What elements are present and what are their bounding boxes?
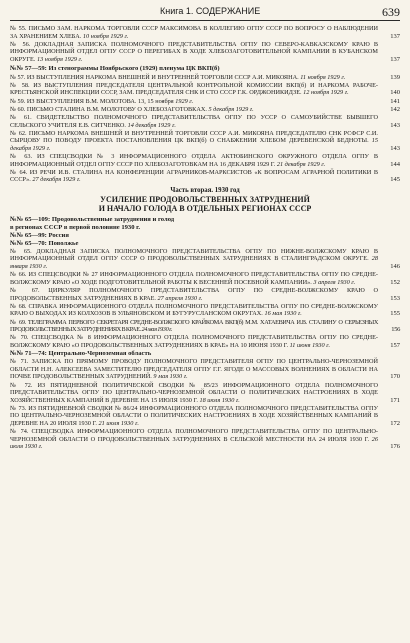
part-title-line-2: И НАЧАЛО ГОЛОДА В ОТДЕЛЬНЫХ РЕГИОНАХ СССР <box>98 204 312 214</box>
toc-entry-date: 15 декабря 1929 г. <box>10 137 378 152</box>
toc-entry-page-number: 137 <box>390 32 400 40</box>
toc-entry <box>10 130 400 153</box>
toc-block-3 <box>10 248 400 350</box>
part-title <box>10 195 400 214</box>
toc-entry-title: № 55. ПИСЬМО ЗАМ. НАРКОМА ТОРГОВЛИ СССР МАКСИМОВА В КОЛЛЕГИЮ ОГПУ СССР ПО ВОПРОСУ О НАБЛЮДЕНИИ ЗА ХРАНЕНИЕМ ХЛЕБА. <box>10 25 378 40</box>
toc-entry <box>10 169 400 184</box>
toc-entry-date: 24 мая 1930 г. <box>141 326 173 334</box>
toc-entry-page-number: 176 <box>390 443 400 451</box>
toc-entry <box>10 271 400 286</box>
subsection-heading-regions-line-2: в регионах СССР в первой половине 1930 г. <box>10 223 141 231</box>
toc-entry <box>10 74 400 82</box>
subsection-heading-russia: №№ 65—99: Россия <box>10 231 69 239</box>
toc-entry-date: 26 июля 1930 г. <box>10 435 378 451</box>
toc-entry <box>10 98 400 106</box>
toc-entry <box>10 405 400 428</box>
toc-entry-page-number: 170 <box>390 373 400 381</box>
toc-entry-page-number: 146 <box>390 263 400 271</box>
toc-entry-title: № 63. ИЗ СПЕЦСВОДКИ № 3 ИНФОРМАЦИОННОГО ОТДЕЛА АКТЮБИНСКОГО ОКРУЖНОГО ОТДЕЛА ОГПУ В ИНФОРМАЦИОННЫЙ ОТДЕЛ ОГПУ СССР ПО ХЛЕБОЗАГОТОВКАМ НА 16 ДЕКАБРЯ 1929 Г. <box>10 153 378 168</box>
toc-entry-title: № 65. ДОКЛАДНАЯ ЗАПИСКА ПОЛНОМОЧНОГО ПРЕДСТАВИТЕЛЬСТВА ОГПУ ПО НИЖНЕ-ВОЛЖСКОМУ КРАЮ В ИНФОРМАЦИОННЫЙ ОТДЕЛ ОГПУ СССР О ПРОДОВОЛЬСТВЕННЫХ ЗАТРУДНЕНИЯХ В СТАЛИНГРАДСКОМ ОКРУГЕ. <box>10 247 378 263</box>
toc-entry-date: 11 ноября 1929 г. <box>300 73 346 81</box>
toc-entry <box>10 153 400 168</box>
page-number: 639 <box>382 5 400 19</box>
toc-content <box>10 25 400 452</box>
toc-entry-date: 1929 г. <box>175 97 194 105</box>
toc-entry-title: № 74. СПЕЦСВОДКА ИНФОРМАЦИОННОГО ОТДЕЛА ПОЛНОМОЧНОГО ПРЕДСТАВИТЕЛЬСТВА ОГПУ ПО ЦЕНТРАЛЬНО-ЧЕРНОЗЕМНОЙ ОБЛАСТИ О ПРОДОВОЛЬСТВЕННЫХ ЗАТРУДНЕНИЯХ В СЕЛЬСКОЙ МЕСТНОСТИ НА 24 ИЮЛЯ 1930 Г. <box>10 428 378 443</box>
running-title: Книга 1. СОДЕРЖАНИЕ <box>160 6 261 16</box>
toc-entry-date: 28 января 1930 г. <box>10 255 378 271</box>
toc-entry-title: № 67. ЦИРКУЛЯР ПОЛНОМОЧНОГО ПРЕДСТАВИТЕЛЬСТВА ОГПУ ПО СРЕДНЕ-ВОЛЖСКОМУ КРАЮ О ПРОДОВОЛЬСТВЕННЫХ ЗАТРУДНЕНИЯХ В КРАЕ. <box>10 287 378 302</box>
toc-entry-date: 5 декабря 1929 г. <box>208 105 254 113</box>
toc-entry-page-number: 142 <box>390 105 400 113</box>
toc-entry-date: 11 июня 1930 г. <box>289 341 331 349</box>
toc-entry <box>10 382 400 405</box>
toc-entry-date: 21 июля 1930 г. <box>98 420 139 428</box>
toc-entry-page-number: 171 <box>390 396 400 404</box>
toc-entry-page-number: 144 <box>390 160 400 168</box>
toc-entry-title: № 73. ИЗ ПЯТИДНЕВНОЙ СВОДКИ № 86/24 ИНФОРМАЦИОННОГО ОТДЕЛА ПОЛНОМОЧНОГО ПРЕДСТАВИТЕЛЬСТВА ОГПУ ПО ЦЕНТРАЛЬНО-ЧЕРНОЗЕМНОЙ ОБЛАСТИ О ПОЛИТИЧЕСКИХ НАСТРОЕНИЯХ В ХОДЕ ХОЗЯЙСТВЕННЫХ КАМПАНИЙ В ДЕРЕВНЕ НА 20 ИЮЛЯ 1930 Г. <box>10 404 378 428</box>
toc-entry <box>10 25 400 40</box>
subsection-heading-regions-line-1: №№ 65—109: Продовольственные затруднения и голод <box>10 215 175 223</box>
toc-entry-title: № 66. ИЗ СПЕЦСВОДКИ № 27 ИНФОРМАЦИОННОГО ОТДЕЛА ПОЛНОМОЧНОГО ПРЕДСТАВИТЕЛЬСТВА ОГПУ ПО СРЕДНЕ-ВОЛЖСКОМУ КРАЮ «О ХОДЕ ПОДГОТОВИТЕЛЬНОЙ РАБОТЫ К ВЕСЕННЕЙ ПОСЕВНОЙ КАМПАНИИ». <box>10 271 378 286</box>
toc-entry-date: 13 ноября 1929 г. <box>36 55 83 63</box>
toc-entry-page-number: 156 <box>391 326 400 334</box>
toc-block-2 <box>10 74 400 184</box>
toc-block-4 <box>10 358 400 451</box>
subsection-heading-volga: №№ 65—70: Поволжье <box>10 239 79 247</box>
toc-entry-page-number: 172 <box>390 420 400 428</box>
toc-entry <box>10 41 400 64</box>
subsection-heading-chernozem: №№ 71—74: Центрально-Черноземная область <box>10 350 152 358</box>
toc-entry-page-number: 143 <box>390 144 400 152</box>
toc-entry-page-number: 145 <box>390 176 400 184</box>
toc-entry-page-number: 155 <box>390 310 400 318</box>
toc-entry-page-number: 139 <box>390 73 400 81</box>
toc-entry <box>10 248 400 271</box>
toc-entry-date: 18 июля 1930 г. <box>199 396 240 404</box>
page-header <box>10 5 400 21</box>
toc-entry-page-number: 141 <box>390 97 400 105</box>
toc-entry-page-number: 137 <box>390 55 400 63</box>
toc-entry-title: № 57. ИЗ ВЫСТУПЛЕНИЯ НАРКОМА ВНЕШНЕЙ И ВНУТРЕННЕЙ ТОРГОВЛИ СССР А.И. МИКОЯНА. <box>10 73 301 81</box>
toc-entry-title: № 61. СВИДЕТЕЛЬСТВО ПОЛНОМОЧНОГО ПРЕДСТАВИТЕЛЬСТВА ОГПУ ПО УССР О САМОУБИЙСТВЕ БЫВШЕГО СЕЛЬСКОГО УЧИТЕЛЯ Е.В. СИТЧЕНКО. <box>10 113 378 129</box>
toc-entry-title: № 72. ИЗ ПЯТИДНЕВНОЙ ПОЛИТИЧЕСКОЙ СВОДКИ № 85/23 ИНФОРМАЦИОННОГО ОТДЕЛА ПОЛНОМОЧНОГО ПРЕДСТАВИТЕЛЬСТВА ОГПУ ПО ЦЕНТРАЛЬНО-ЧЕРНОЗЕМНОЙ ОБЛАСТИ О ПОЛИТИЧЕСКИХ НАСТРОЕНИЯХ В ХОДЕ ХОЗЯЙСТВЕННЫХ КАМПАНИЙ В ДЕРЕВНЕ НА 15 ИЮЛЯ 1930 Г. <box>10 381 378 404</box>
toc-entry-date: 21 декабря 1929 г. <box>276 160 326 168</box>
toc-entry-date: 3 апреля 1930 г. <box>313 278 356 286</box>
toc-entry-title: № 56. ДОКЛАДНАЯ ЗАПИСКА ПОЛНОМОЧНОГО ПРЕДСТАВИТЕЛЬСТВА ОГПУ ПО СЕВЕРО-КАВКАЗСКОМУ КРАЮ В ИНФОРМАЦИОННЫЙ ОТДЕЛ ОГПУ СССР О ПЕРЕГИБАХ В ХОДЕ ХЛЕБОЗАГОТОВИТЕЛЬНОЙ КАМПАНИИ В КУБАНСКОМ ОКРУГЕ. <box>10 40 378 63</box>
toc-entry <box>10 334 400 349</box>
header-rule <box>10 20 400 21</box>
section-heading-plenum: №№ 57—59: Из стенограммы Ноябрьского (1929) пленума ЦК ВКП(б) <box>10 64 220 72</box>
toc-entry <box>10 303 400 318</box>
toc-entry-title: № 71. ЗАПИСКА ПО ПРЯМОМУ ПРОВОДУ ПОЛНОМОЧНОГО ПРЕДСТАВИТЕЛЯ ОГПУ ПО ЦЕНТРАЛЬНО-ЧЕРНОЗЕМНОЙ ОБЛАСТИ Н.Н. АЛЕКСЕЕВА ЗАМЕСТИТЕЛЮ ПРЕДСЕДАТЕЛЯ ОГПУ Г.Г. ЯГОДЕ О МАССОВЫХ ВОЛНЕНИЯХ В ОБЛАСТИ НА ПОЧВЕ ПРОДОВОЛЬСТВЕННЫХ ЗАТРУДНЕНИЙ. <box>10 358 378 381</box>
toc-block-1 <box>10 25 400 64</box>
toc-entry-date: 27 декабря 1929 г. <box>32 176 81 184</box>
toc-entry-title: № 69. ТЕЛЕГРАММА ПЕРВОГО СЕКРЕТАРЯ СРЕДНЕ-ВОЛЖСКОГО КРАЙКОМА ВКП(б) М.М. ХАТАЕВИЧА И.В. СТАЛИНУ О СЕРЬЕЗНЫХ ПРОДОВОЛЬСТВЕННЫХ ЗАТРУДНЕНИЯХ В КРАЕ. <box>10 318 378 334</box>
toc-entry <box>10 287 400 302</box>
toc-entry-date: 27 апреля 1930 г. <box>157 294 203 302</box>
toc-entry-title: № 60. ПИСЬМО СТАЛИНА В.М. МОЛОТОВУ О ХЛЕБОЗАГОТОВКАХ. <box>10 105 209 113</box>
toc-entry <box>10 358 400 381</box>
toc-entry-page-number: 140 <box>390 89 400 97</box>
toc-entry <box>10 106 400 114</box>
part-title-line-1: УСИЛЕНИЕ ПРОДОВОЛЬСТВЕННЫХ ЗАТРУДНЕНИЙ <box>100 195 310 205</box>
toc-entry-date: 10 ноября 1929 г. <box>82 32 129 40</box>
toc-entry-page-number: 153 <box>390 294 400 302</box>
toc-entry-title: № 68. СПРАВКА ИНФОРМАЦИОННОГО ОТДЕЛА ПОЛНОМОЧНОГО ПРЕДСТАВИТЕЛЬСТВА ОГПУ ПО СРЕДНЕ-ВОЛЖСКОМУ КРАЮ О ВЫХОДАХ ИЗ КОЛХОЗОВ В УЛЬЯНОВСКОМ И БУГУРУСЛАНСКОМ ОКРУГАХ. <box>10 302 378 318</box>
toc-entry-title: № 58. ИЗ ВЫСТУПЛЕНИЯ ПРЕДСЕДАТЕЛЯ ЦЕНТРАЛЬНОЙ КОНТРОЛЬНОЙ КОМИССИИ ВКП(б) И НАРКОМА РАБОЧЕ-КРЕСТЬЯНСКОЙ ИНСПЕКЦИИ СССР, ЗАМ. ПРЕДСЕДАТЕЛЯ СНК И СТО СССР Г.К. ОРДЖОНИКИДЗЕ. <box>10 81 378 97</box>
toc-entry-title: № 59. ИЗ ВЫСТУПЛЕНИЯ В.М. МОЛОТОВА. 13, 15 ноября <box>10 97 176 105</box>
toc-entry-date: 12 ноября 1929 г. <box>303 89 349 97</box>
toc-entry-title: № 70. СПЕЦСВОДКА № 8 ИНФОРМАЦИОННОГО ОТДЕЛА ПОЛНОМОЧНОГО ПРЕДСТАВИТЕЛЬСТВА ОГПУ ПО СРЕДНЕ-ВОЛЖСКОМУ КРАЮ «О ПРОДОВОЛЬСТВЕННЫХ ЗАТРУДНЕНИЯХ В КРАЕ» НА 10 ИЮНЯ 1930 Г. <box>10 334 378 349</box>
toc-entry-date: 14 декабря 1929 г. <box>127 121 176 129</box>
toc-entry-title: № 64. ИЗ РЕЧИ И.В. СТАЛИНА НА КОНФЕРЕНЦИИ АГРАРНИКОВ-МАРКСИСТОВ «К ВОПРОСАМ АГРАРНОЙ ПОЛИТИКИ В СССР». <box>10 168 378 184</box>
toc-entry-title: № 62. ПИСЬМО НАРКОМА ВНЕШНЕЙ И ВНУТРЕННЕЙ ТОРГОВЛИ СССР А.И. МИКОЯНА ПРЕДСЕДАТЕЛЮ СНК РСФСР С.И. СЫРЦОВУ ПО ПОВОДУ ПРОЕКТА ПОСТАНОВЛЕНИЯ ЦК ВКП(б) О СНАБЖЕНИИ ХЛЕБОМ ДЕРЕВЕНСКОЙ БЕДНОТЫ. <box>10 129 378 145</box>
toc-entry <box>10 82 400 97</box>
toc-entry-date: 16 мая 1930 г. <box>264 310 302 318</box>
part-label: Часть вторая. 1930 год <box>170 187 240 195</box>
toc-entry <box>10 319 400 334</box>
toc-entry-page-number: 143 <box>390 121 400 129</box>
toc-entry <box>10 114 400 129</box>
toc-entry-date: 9 мая 1930 г. <box>153 373 188 381</box>
toc-entry <box>10 428 400 451</box>
toc-entry-page-number: 157 <box>390 341 400 349</box>
toc-entry-page-number: 152 <box>390 278 400 286</box>
